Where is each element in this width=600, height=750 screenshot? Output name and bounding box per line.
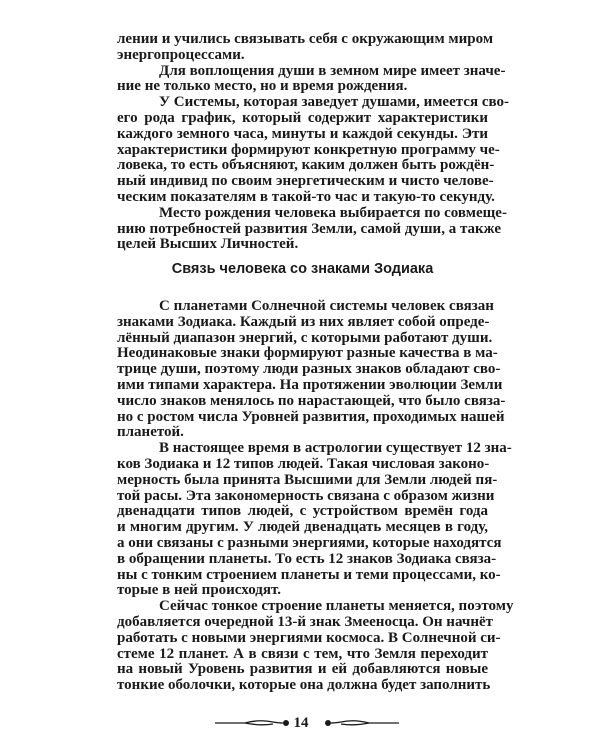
paragraph bbox=[117, 62, 506, 96]
page-footer bbox=[0, 713, 600, 735]
text-line: стеме 12 планет. А в связи с тем, что Земля переходит bbox=[117, 645, 488, 662]
text-line: каждого земного часа, минуты и каждой секунды. Эти bbox=[117, 125, 488, 142]
text-line: ими типами характера. На протяжении эволюции Земли bbox=[117, 376, 503, 393]
text-line: добавляется очередной 13-й знак Змееносца. Он начнёт bbox=[117, 613, 493, 630]
text-line: ловека, то есть объясняют, каким должен быть рождён- bbox=[117, 157, 495, 174]
text-line: тонкие оболочки, которые она должна будет заполнить bbox=[117, 677, 491, 694]
text-line: мерность была принята Высшими для Земли людей пя- bbox=[117, 471, 498, 488]
text-line: Место рождения человека выбирается по совмеще- bbox=[159, 204, 507, 221]
text-line: число знаков менялось по нарастающей, что было связа- bbox=[117, 392, 506, 409]
paragraph bbox=[117, 31, 494, 64]
body-text-bottom bbox=[117, 298, 514, 694]
text-line: планетой. bbox=[117, 424, 184, 441]
text-line: а они связаны с разными энергиями, которые находятся bbox=[117, 534, 502, 551]
paragraph bbox=[117, 94, 509, 206]
page-number: 14 bbox=[293, 715, 309, 731]
text-line: лённый диапазон энергий, с которыми работают души. bbox=[117, 329, 493, 346]
text-line: целей Высших Личностей. bbox=[117, 236, 299, 253]
text-line: трице души, поэтому люди разных знаков обладают сво- bbox=[117, 361, 501, 378]
text-line: работать с новыми энергиями космоса. В Солнечной си- bbox=[117, 629, 501, 646]
paragraph bbox=[117, 440, 512, 599]
text-line: торые в ней происходят. bbox=[117, 582, 281, 599]
text-line: и многим другим. У людей двенадцать месяцев в году, bbox=[117, 519, 488, 536]
paragraph bbox=[117, 598, 514, 694]
text-line: лении и учились связывать себя с окружающим миром bbox=[117, 31, 494, 47]
text-line: нию потребностей развития Земли, самой души, а также bbox=[117, 220, 501, 237]
text-line: ние не только место, но и время рождения. bbox=[117, 78, 408, 95]
right-ornament-icon bbox=[323, 715, 399, 731]
text-line: Неодинаковые знаки формируют разные качества в ма- bbox=[117, 345, 498, 362]
left-ornament-icon bbox=[215, 715, 291, 731]
text-line: ческим показателям в такой-то час и такую-то секунду. bbox=[117, 188, 495, 205]
body-text-top bbox=[117, 31, 509, 253]
text-line: на новый Уровень развития и ей добавляются новые bbox=[117, 661, 488, 678]
text-line: С планетами Солнечной системы человек связан bbox=[159, 298, 494, 314]
text-line: знаками Зодиака. Каждый из них являет собой опреде- bbox=[117, 313, 490, 330]
text-line: У Системы, которая заведует душами, имеется сво- bbox=[159, 94, 509, 111]
text-line: В настоящее время в астрологии существует 12 зна- bbox=[159, 440, 512, 457]
paragraph bbox=[117, 204, 507, 253]
text-line: характеристики формируют конкретную программу че- bbox=[117, 141, 500, 158]
text-line: его рода график, который содержит характеристики bbox=[117, 109, 488, 126]
paragraph bbox=[117, 298, 506, 441]
text-line: Сейчас тонкое строение планеты меняется, поэтому bbox=[159, 598, 514, 615]
text-line: ный индивид по своим энергетическим и чисто челове- bbox=[117, 173, 494, 190]
text-line: но с ростом числа Уровней развития, проходимых нашей bbox=[117, 408, 505, 425]
text-line: в обращении планеты. То есть 12 знаков Зодиака связа- bbox=[117, 550, 497, 567]
text-line: энергопроцессами. bbox=[117, 46, 245, 63]
text-line: той расы. Эта закономерность связана с образом жизни bbox=[117, 487, 495, 504]
section-heading: Связь человека со знаками Зодиака bbox=[171, 261, 434, 277]
text-line: двенадцати типов людей, с устройством времён года bbox=[117, 503, 488, 520]
text-line: ны с тонким строением планеты и теми процессами, ко- bbox=[117, 566, 501, 583]
text-line: Для воплощения души в земном мире имеет значе- bbox=[159, 62, 506, 79]
text-line: ков Зодиака и 12 типов людей. Такая числовая законо- bbox=[117, 455, 490, 472]
